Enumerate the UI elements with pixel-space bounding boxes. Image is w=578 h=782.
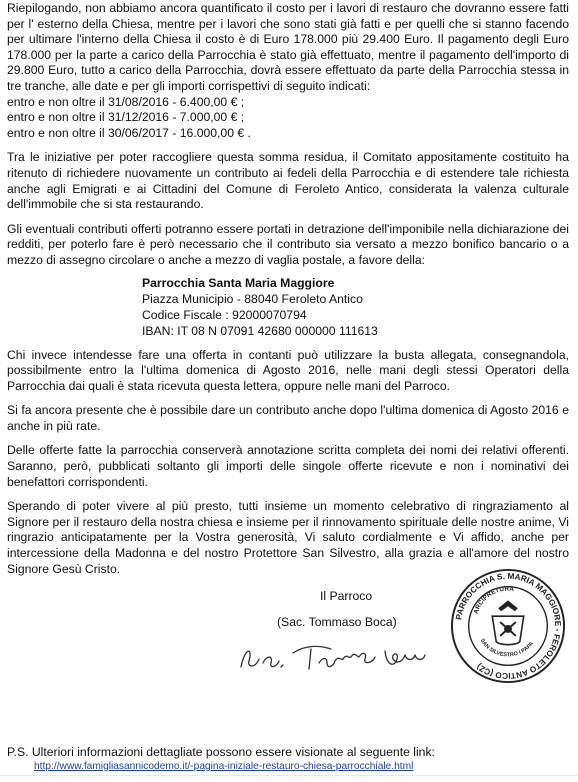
svg-text:ARCIPRETURA: ARCIPRETURA: [472, 585, 515, 616]
paragraph-costs: [7, 1, 569, 141]
tranche-2: entro e non oltre il 31/12/2016 - 7.000,00 € ;: [7, 110, 245, 125]
signature-name: (Sac. Tommaso Boca): [277, 615, 397, 630]
paragraph-offer-records: Delle offerte fatte la parrocchia conserverà annotazione scritta completa dei nomi dei relativi offerenti. Saranno, però, pubblicati soltanto gli importi delle singole offerte ricevute e non i nominativi dei benefattori corrispondenti.: [7, 443, 569, 489]
payee-name: Parrocchia Santa Maria Maggiore: [142, 275, 335, 290]
paragraph-tax-deduction: Gli eventuali contributi offerti potranno essere portati in detrazione dell'imponibile nella dichiarazione dei redditi, per poterlo fare è però necessario che il contributo sia versato a mezzo bonifico bancario o a mezzo di assegno circolare o anche a mezzo di vaglia postale, a favore della:: [7, 221, 569, 267]
payee-street: Piazza Municipio - 88040 Feroleto Antico: [142, 291, 363, 306]
svg-text:SAN SILVESTRO I PAPA: SAN SILVESTRO I PAPA: [478, 638, 536, 659]
signature-area: [7, 571, 569, 697]
paragraph-late-contribution: Si fa ancora presente che è possibile dare un contributo anche dopo l'ultima domenica di Agosto 2016 e anche in più rate.: [7, 403, 569, 433]
parish-seal: [449, 567, 567, 685]
paragraph-costs-text: Riepilogando, non abbiamo ancora quantificato il costo per i lavori di restauro che dovranno essere fatti per l' esterno della Chiesa, mentre per i lavori che sono stati già fatti e per quelli che si stanno facendo per ultimare l'interno della Chiesa il costo è di Euro 178.000 più 29.400 Euro. Il pagamento degli Euro 178.000 per la parte a carico della Parrocchia è stato già effettuato, mentre il pagamento dell'importo di 29.800 Euro, tutto a carico della Parrocchia, dovrà essere effettuato da parte della Parrocchia stessa in tre tranche, alle date e per gli importi corrispettivi di seguito indicati:: [7, 1, 569, 93]
letter-page: [7, 1, 569, 697]
payee-iban: IBAN: IT 08 N 07091 42680 000000 111613: [142, 323, 378, 338]
payee-address: [142, 275, 569, 339]
signature-title: Il Parroco: [320, 589, 373, 604]
paragraph-closing: Sperando di poter vivere al più presto, tutti insieme un momento celebrativo di ringraziamento al Signore per il restauro della nostra chiesa e insieme per il rinnovamento spirituale delle nostre anime, Vi ringrazio anticipatamente per la Vostra generosità, Vi saluto cordialmente e Vi affido, anche per intercessione della Madonna e del nostro Protettore San Silvestro, alla grazia e all'amore del nostro Signore Gesù Cristo.: [7, 499, 569, 576]
info-link[interactable]: http://www.famigliasannicodemo.it/-pagina-iniziale-restauro-chiesa-parrocchiale.html: [34, 761, 414, 772]
paragraph-cash-offer: Chi invece intendesse fare una offerta in contanti può utilizzare la busta allegata, consegnandola, possibilmente entro la l'ultima domenica di Agosto 2016, nelle mani degli stessi Operatori della Parrocchia dai quali è stata ricevuta questa lettera, oppure nelle mani del Parroco.: [7, 347, 569, 393]
postscript: P.S. Ulteriori informazioni dettagliate possono essere visionate al seguente link:: [7, 745, 435, 759]
tranche-1: entro e non oltre il 31/08/2016 - 6.400,00 € ;: [7, 94, 245, 109]
svg-text:PARROCCHIA S. MARIA MAGGIORE -: PARROCCHIA S. MARIA MAGGIORE - FEROLETO ANTICO (CZ): [454, 571, 563, 681]
payee-fiscal-code: Codice Fiscale : 92000070794: [142, 307, 307, 322]
tranche-3: entro e non oltre il 30/06/2017 - 16.000,00 € .: [7, 125, 251, 140]
footer-divider: [0, 775, 578, 776]
paragraph-initiatives: Tra le iniziative per poter raccogliere questa somma residua, il Comitato appositamente costituito ha ritenuto di richiedere nuovamente un contributo ai fedeli della Parrocchia e di estendere tale richiesta anche agli Emigrati e ai Cittadini del Comune di Feroleto Antico, considerata la valenza culturale dell'immobile che si sta restaurando.: [7, 150, 569, 212]
handwritten-signature: [235, 637, 435, 677]
